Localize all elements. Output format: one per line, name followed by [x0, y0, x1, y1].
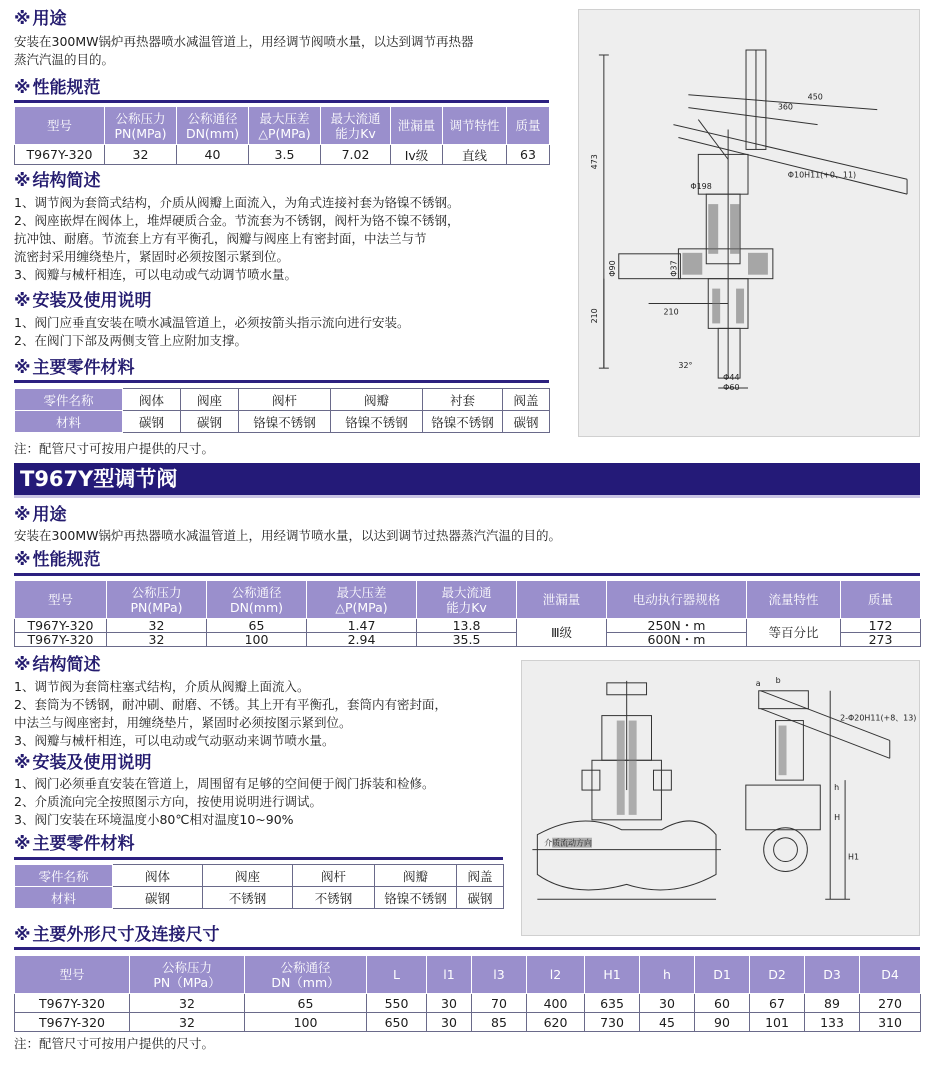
- top-spec-header-pn: 公称压力 PN(MPa): [105, 107, 177, 145]
- top-spec-header-kv: 最大流通 能力Kv: [321, 107, 391, 145]
- top-spec-header-leak: 泄漏量: [391, 107, 443, 145]
- top-install-text: 1、阀门应垂直安装在喷水减温管道上，必须按箭头指示流向进行安装。 2、在阀门下部及两侧支管上应附加支撑。: [14, 315, 410, 348]
- dims-header-pn: 公称压力 PN（MPa）: [130, 956, 245, 994]
- dim-h: h: [834, 783, 840, 793]
- bottom-usage-text: 安装在300MW锅炉再热器喷水减温管道上，用经调节喷水量，以达到调节过热器蒸汽汽温的目的。: [14, 528, 562, 543]
- table-row: 零件名称 阀体 阀座 阀杆 阀瓣 衬套 阀盖: [15, 389, 550, 411]
- dim-angle-32: 32°: [678, 361, 693, 371]
- table-row: 材料 碳钢 不锈钢 不锈钢 铬镍不锈钢 碳钢: [15, 887, 504, 909]
- angle-valve-diagram: [579, 10, 919, 436]
- dim-a: a: [755, 678, 761, 688]
- table-row: 材料 碳钢 碳钢 铬镍不锈钢 铬镍不锈钢 铬镍不锈钢 碳钢: [15, 411, 550, 433]
- dim-phi198: Φ198: [690, 182, 712, 192]
- dim-210-horizontal: 210: [663, 307, 679, 317]
- flow-direction-label: 介质流动方向: [544, 838, 592, 848]
- bottom-install-heading: ※ 安装及使用说明: [14, 753, 152, 773]
- top-parts-rule: [14, 380, 549, 383]
- top-structure-text: 1、调节阀为套筒式结构，介质从阀瓣上面流入，为角式连接衬套为铬镍不锈钢。 2、阀座嵌焊在阀体上，堆焊硬质合金。节流套为不锈钢，阀杆为铬不镍不锈钢， 抗冲蚀、耐磨。节流套上方有平衡孔，阀瓣与阀座上有密封面，中法兰与节 流密封采用缠绕垫片，紧固时必须按图示紧到位。 3、阀瓣与械杆相连，可以电动或气动调节喷水量。: [14, 195, 460, 282]
- top-spec-header-mass: 质量: [507, 107, 550, 145]
- dim-phi60: Φ60: [723, 383, 740, 393]
- dims-header-l2: l2: [527, 956, 585, 994]
- table-row: 零件名称 阀体 阀座 阀杆 阀瓣 阀盖: [15, 865, 504, 887]
- dim-H1: H1: [848, 852, 860, 862]
- table-row: T967Y-320 32 100 2.94 35.5 600N・m 273: [15, 633, 921, 647]
- dims-header-D1: D1: [695, 956, 750, 994]
- bottom-spec-header-actuator: 电动执行器规格: [607, 581, 747, 619]
- top-spec-header-model: 型号: [15, 107, 105, 145]
- dims-header-model: 型号: [15, 956, 130, 994]
- dims-header-l3: l3: [472, 956, 527, 994]
- dim-2-phi20h11: 2-Φ20H11(+8、13): [840, 713, 917, 723]
- top-spec-table: [14, 106, 550, 165]
- dim-H: H: [834, 812, 841, 822]
- dim-360: 360: [777, 102, 793, 112]
- dim-450: 450: [807, 92, 823, 102]
- globe-valve-diagram: [522, 661, 919, 935]
- bottom-parts-heading: ※ 主要零件材料: [14, 834, 135, 854]
- bottom-spec-heading: ※ 性能规范: [14, 550, 101, 570]
- bottom-spec-header-model: 型号: [15, 581, 107, 619]
- bottom-parts-table: [14, 864, 504, 909]
- table-row: T967Y-320 32 100 650 30 85 620 730 45 90 101 133 310: [15, 1013, 921, 1032]
- dim-phi44: Φ44: [723, 373, 740, 383]
- top-spec-rule: [14, 100, 549, 103]
- table-row: T967Y-320 32 40 3.5 7.02 Iv级 直线 63: [15, 145, 550, 165]
- dims-header-D2: D2: [750, 956, 805, 994]
- bottom-spec-header-leak: 泄漏量: [517, 581, 607, 619]
- dim-phi37: Φ37: [669, 260, 679, 277]
- bottom-spec-header-mass: 质量: [841, 581, 921, 619]
- bottom-note: 注：配管尺寸可按用户提供的尺寸。: [14, 1036, 215, 1051]
- bottom-spec-header-dp: 最大压差 △P(MPa): [307, 581, 417, 619]
- top-usage-text: 安装在300MW锅炉再热器喷水减温管道上，用经调节阀喷水量，以达到调节再热器 蒸汽汽温的目的。: [14, 34, 474, 67]
- top-structure-heading: ※ 结构简述: [14, 171, 101, 191]
- bottom-spec-table: [14, 580, 921, 647]
- dim-phi90: Φ90: [607, 260, 617, 277]
- top-valve-drawing: [578, 9, 920, 437]
- dims-header-H1: H1: [585, 956, 640, 994]
- bottom-spec-header-pn: 公称压力 PN(MPa): [107, 581, 207, 619]
- bottom-valve-drawing: [521, 660, 920, 936]
- dims-table: [14, 955, 921, 1032]
- top-spec-header-dn: 公称通径 DN(mm): [177, 107, 249, 145]
- dims-header-l1: l1: [427, 956, 472, 994]
- product-title: T967Y型调节阀: [20, 467, 178, 491]
- product-title-strip: [14, 495, 920, 498]
- dims-header-h: h: [640, 956, 695, 994]
- top-note: 注：配管尺寸可按用户提供的尺寸。: [14, 441, 215, 456]
- dim-473: 473: [589, 154, 599, 170]
- bottom-spec-header-kv: 最大流通 能力Kv: [417, 581, 517, 619]
- bottom-parts-rule: [14, 857, 503, 860]
- bottom-spec-header-flow: 流量特性: [747, 581, 841, 619]
- dims-header-D3: D3: [805, 956, 860, 994]
- dims-header-dn: 公称通径 DN（mm）: [245, 956, 367, 994]
- dims-header-L: L: [367, 956, 427, 994]
- table-row: T967Y-320 32 65 1.47 13.8 Ⅲ级 250N・m 等百分比 172: [15, 619, 921, 633]
- top-parts-heading: ※ 主要零件材料: [14, 358, 135, 378]
- bottom-usage-heading: ※ 用途: [14, 505, 67, 525]
- dim-210-vertical: 210: [589, 308, 599, 324]
- table-row: T967Y-320 32 65 550 30 70 400 635 30 60 67 89 270: [15, 994, 921, 1013]
- top-spec-header-dp: 最大压差 △P(MPa): [249, 107, 321, 145]
- dim-phi10h11: Φ10H11(+0、11): [787, 170, 857, 180]
- top-spec-heading: ※ 性能规范: [14, 78, 101, 98]
- dims-header-D4: D4: [860, 956, 921, 994]
- bottom-structure-text: 1、调节阀为套筒柱塞式结构，介质从阀瓣上面流入。 2、套筒为不锈钢，耐冲刷、耐磨、不锈。其上开有平衡孔，套筒内有密封面， 中法兰与阀座密封，用缠绕垫片，紧固时必须按图示紧到位。 3、阀瓣与械杆相连，可以电动或气动驱动来调节喷水量。: [14, 679, 447, 748]
- product-title-band: [14, 463, 920, 495]
- bottom-spec-header-dn: 公称通径 DN(mm): [207, 581, 307, 619]
- top-spec-header-char: 调节特性: [443, 107, 507, 145]
- bottom-structure-heading: ※ 结构简述: [14, 655, 101, 675]
- top-install-heading: ※ 安装及使用说明: [14, 291, 152, 311]
- dims-rule: [14, 947, 920, 950]
- top-parts-table: [14, 388, 550, 433]
- dim-b: b: [775, 675, 781, 685]
- bottom-spec-rule: [14, 573, 920, 576]
- top-usage-heading: ※ 用途: [14, 9, 67, 29]
- bottom-install-text: 1、阀门必须垂直安装在管道上，周围留有足够的空间便于阀门拆装和检修。 2、介质流向完全按照图示方向，按使用说明进行调试。 3、阀门安装在环境温度小80℃相对温度10~90%: [14, 776, 435, 827]
- dims-heading: ※ 主要外形尺寸及连接尺寸: [14, 925, 220, 945]
